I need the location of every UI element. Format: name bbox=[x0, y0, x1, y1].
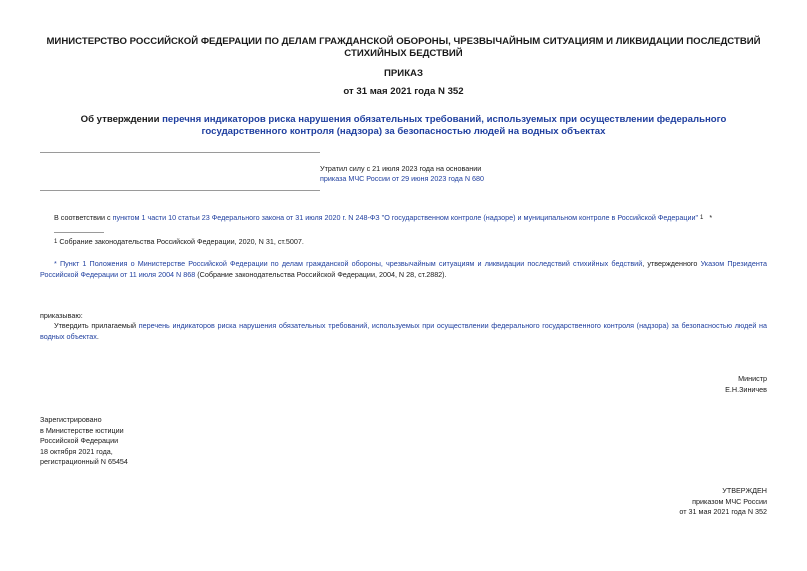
preamble-star-marker: * bbox=[709, 213, 713, 222]
registration-line: Зарегистрировано bbox=[40, 415, 102, 424]
footnote-star-link-decree[interactable]: Указом Президента Российской Федерации от 11 июля 2004 N 868 bbox=[40, 259, 768, 279]
footnote-separator bbox=[54, 232, 104, 233]
registration-line: регистрационный N 65454 bbox=[40, 457, 128, 466]
ministry-header: МИНИСТЕРСТВО РОССИЙСКОЙ ФЕДЕРАЦИИ ПО ДЕЛАМ ГРАЖДАНСКОЙ ОБОРОНЫ, ЧРЕЗВЫЧАЙНЫМ СИТУАЦИЯМ И ЛИКВИДАЦИИ ПОСЛЕДСТВИЙ СТИХИЙНЫХ БЕДСТВИЙ bbox=[46, 36, 761, 59]
approve-paragraph bbox=[40, 321, 767, 342]
preamble-law-link[interactable]: пунктом 1 части 10 статьи 23 Федерального закона от 31 июля 2020 г. N 248-ФЗ "О государственном контроле (надзоре) и муниципальном контроле в Российской Федерации" bbox=[112, 213, 699, 222]
registration-line: в Министерстве юстиции bbox=[40, 425, 124, 435]
footnote-1 bbox=[54, 237, 767, 248]
status-link[interactable]: приказа МЧС России от 29 июня 2023 года N 680 bbox=[320, 174, 485, 183]
approved-line: приказом МЧС России bbox=[692, 496, 767, 506]
approved-line: от 31 мая 2021 года N 352 bbox=[679, 507, 767, 516]
preamble-paragraph bbox=[40, 213, 767, 224]
signature-name: Е.Н.Зиничев bbox=[725, 384, 767, 394]
footnote-star-mid: , утвержденного bbox=[642, 259, 701, 268]
registration-line: Российской Федерации bbox=[40, 436, 119, 445]
signature-block bbox=[540, 374, 767, 395]
approve-list-link[interactable]: перечень индикаторов риска нарушения обязательных требований, используемых при осуществлении федерального государственного контроля (надзора) за безопасностью людей на водных объектах bbox=[40, 321, 767, 341]
status-note bbox=[320, 164, 580, 184]
order-word: приказываю: bbox=[40, 311, 83, 320]
separator-top bbox=[40, 152, 320, 153]
footnote-star bbox=[40, 259, 767, 280]
preamble-footnote-marker: 1 bbox=[700, 215, 704, 221]
title-prefix: Об утверждении bbox=[80, 114, 163, 125]
registration-line: 18 октября 2021 года, bbox=[40, 446, 113, 456]
registration-block bbox=[40, 415, 290, 468]
approved-block bbox=[540, 486, 767, 518]
footnote-star-tail: (Собрание законодательства Российской Федерации, 2004, N 28, ст.2882). bbox=[195, 269, 447, 279]
document-date-number: от 31 мая 2021 года N 352 bbox=[343, 86, 464, 97]
footnote-1-marker: 1 bbox=[54, 239, 58, 245]
status-line: Утратил силу с 21 июля 2023 года на основании bbox=[320, 164, 482, 173]
footnote-1-text: Собрание законодательства Российской Федерации, 2020, N 31, ст.5007. bbox=[59, 237, 304, 246]
document-title bbox=[40, 114, 767, 138]
footnote-star-link-regulation[interactable]: Пункт 1 Положения о Министерстве Российской Федерации по делам гражданской обороны, чрезвычайным ситуациям и ликвидации последствий стихийных бедствий bbox=[59, 259, 643, 268]
preamble-prefix: В соответствии с bbox=[54, 213, 113, 222]
approved-line: УТВЕРЖДЕН bbox=[722, 486, 767, 495]
footnote-star-marker: * bbox=[54, 259, 57, 268]
signature-role: Министр bbox=[738, 374, 767, 383]
document-type: ПРИКАЗ bbox=[384, 68, 423, 79]
approve-end: . bbox=[96, 331, 99, 341]
title-link[interactable]: перечня индикаторов риска нарушения обязательных требований, используемых при осуществлении федерального государственного контроля (надзора) за безопасностью людей на водных объектах bbox=[162, 114, 727, 137]
approve-prefix: Утвердить прилагаемый bbox=[54, 321, 139, 330]
separator-bottom bbox=[40, 190, 320, 191]
